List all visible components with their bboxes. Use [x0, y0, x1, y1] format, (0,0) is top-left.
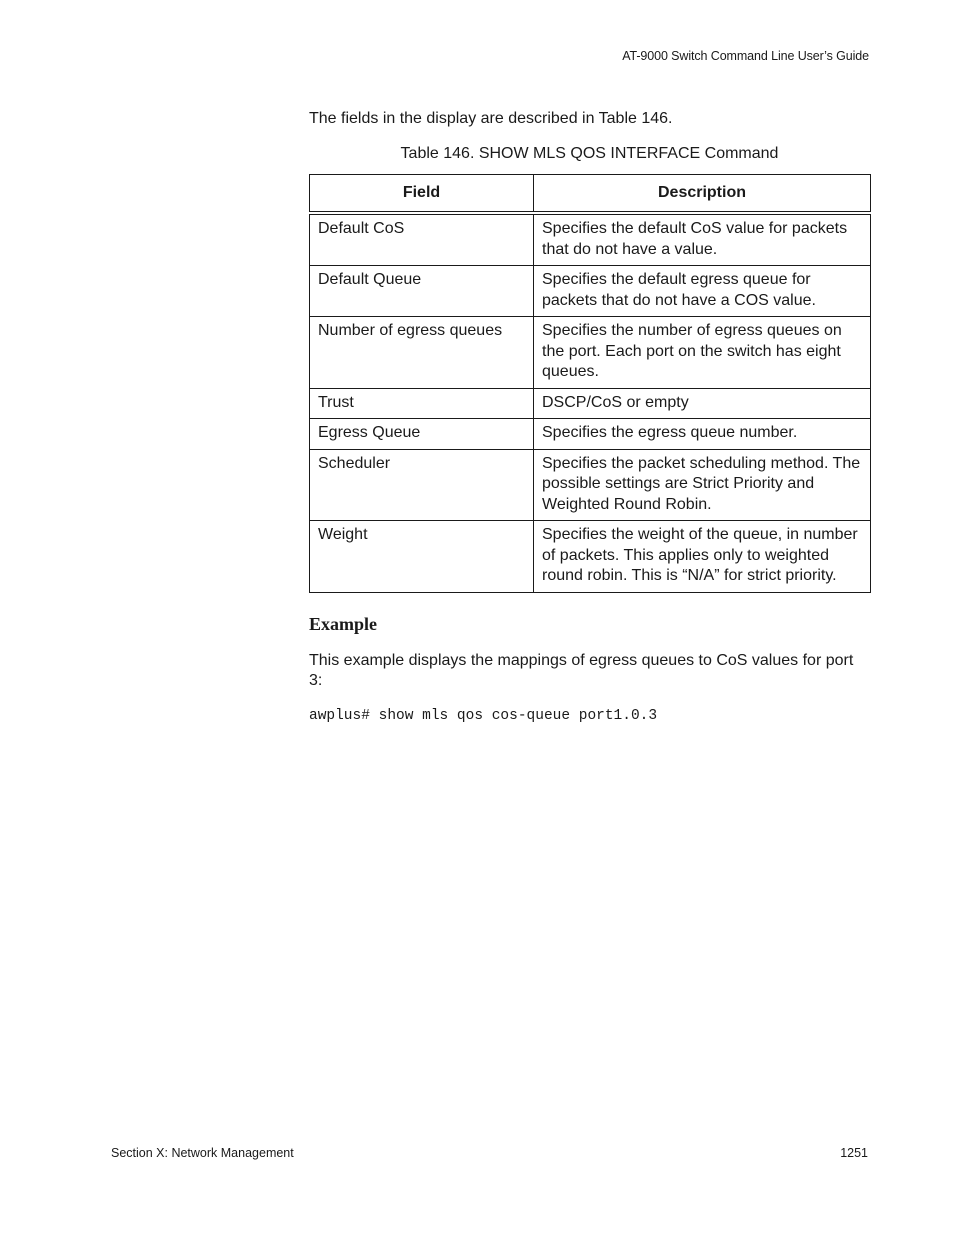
- table-row: [310, 213, 871, 266]
- footer-section-title: Section X: Network Management: [111, 1146, 294, 1160]
- field-cell: Number of egress queues: [310, 317, 534, 389]
- table-row: [310, 521, 871, 593]
- field-cell: Trust: [310, 388, 534, 419]
- intro-paragraph: The fields in the display are described in Table 146.: [309, 110, 673, 127]
- table-row: [310, 419, 871, 450]
- fields-table: [309, 174, 871, 593]
- field-cell: Egress Queue: [310, 419, 534, 450]
- description-cell: Specifies the default CoS value for packets that do not have a value.: [534, 213, 871, 266]
- table-row: [310, 449, 871, 521]
- field-cell: Scheduler: [310, 449, 534, 521]
- example-heading: Example: [309, 613, 378, 634]
- running-header: AT-9000 Switch Command Line User’s Guide: [622, 49, 869, 63]
- field-cell: Weight: [310, 521, 534, 593]
- footer-page-number: 1251: [840, 1146, 868, 1160]
- column-header-description: Description: [534, 175, 871, 214]
- field-cell: Default CoS: [310, 213, 534, 266]
- table-header-row: [310, 175, 871, 214]
- description-cell: DSCP/CoS or empty: [534, 388, 871, 419]
- description-cell: Specifies the number of egress queues on the port. Each port on the switch has eight queues.: [534, 317, 871, 389]
- field-cell: Default Queue: [310, 266, 534, 317]
- example-command: awplus# show mls qos cos-queue port1.0.3: [309, 707, 658, 724]
- description-cell: Specifies the weight of the queue, in number of packets. This applies only to weighted round robin. This is “N/A” for strict priority.: [534, 521, 871, 593]
- table-row: [310, 388, 871, 419]
- description-cell: Specifies the egress queue number.: [534, 419, 871, 450]
- page-content: [309, 108, 870, 726]
- table-row: [310, 266, 871, 317]
- column-header-field: Field: [310, 175, 534, 214]
- table-row: [310, 317, 871, 389]
- description-cell: Specifies the packet scheduling method. The possible settings are Strict Priority and Weighted Round Robin.: [534, 449, 871, 521]
- example-paragraph: This example displays the mappings of egress queues to CoS values for port 3:: [309, 651, 854, 689]
- description-cell: Specifies the default egress queue for packets that do not have a COS value.: [534, 266, 871, 317]
- table-caption: Table 146. SHOW MLS QOS INTERFACE Command: [400, 145, 779, 162]
